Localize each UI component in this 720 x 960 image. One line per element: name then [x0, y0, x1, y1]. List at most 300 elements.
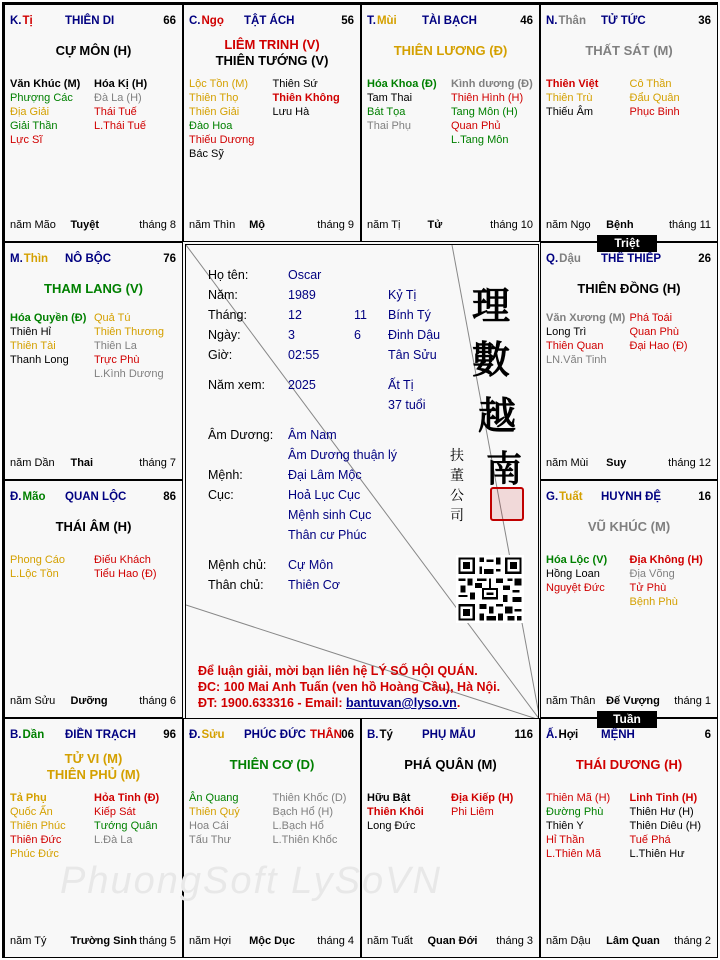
- minor-star: Quả Tú: [94, 312, 131, 324]
- palace-header: [189, 15, 356, 29]
- palace-age: 116: [514, 729, 533, 741]
- palace-name: MỆNH: [601, 729, 635, 741]
- minor-star: Thiên Sứ: [272, 78, 318, 90]
- palace-age: 16: [698, 491, 711, 503]
- palace-chi: Dậu: [559, 253, 581, 265]
- palace-footer: [189, 219, 356, 233]
- palace-year: năm Sửu: [10, 695, 56, 707]
- palace-can: C.: [189, 15, 201, 27]
- minor-star: Văn Xương (M): [546, 312, 626, 324]
- minor-star: Thiên Việt: [546, 78, 599, 90]
- minor-star: Hóa Kị (H): [94, 78, 148, 90]
- main-star: CỰ MÔN (H): [55, 43, 132, 58]
- label-am-duong: Âm Dương:: [208, 428, 274, 442]
- main-star: THÁI DƯƠNG (H): [575, 757, 683, 772]
- main-star: TỬ VI (M): [64, 751, 123, 766]
- minor-star: Bệnh Phù: [629, 596, 678, 608]
- value-cuc: Hoả Lục Cục: [288, 488, 361, 502]
- palace-0[interactable]: [4, 4, 183, 242]
- minor-star: Lưu Hà: [272, 106, 310, 118]
- seal-char-1: 理: [472, 283, 511, 328]
- minor-star: Đào Hoa: [189, 120, 233, 132]
- stars-left: [10, 791, 66, 861]
- stars-left: [10, 311, 86, 367]
- minor-star: Kình dương (Đ): [451, 78, 533, 90]
- label-menh: Mệnh:: [208, 468, 243, 482]
- stars-right: [94, 311, 164, 381]
- palace-name: HUYNH ĐỆ: [601, 491, 662, 503]
- minor-star: L.Tang Môn: [451, 134, 509, 146]
- seal-small-1: 扶: [450, 448, 464, 464]
- stars-left: [546, 553, 607, 595]
- palace-footer: [10, 935, 178, 949]
- value-than-chu: Thiên Cơ: [288, 578, 340, 592]
- calligraphy-seal: [442, 275, 532, 575]
- seal-char-2: 數: [472, 337, 511, 382]
- minor-star: Tang Môn (H): [451, 106, 518, 118]
- minor-star: L.Kình Dương: [94, 368, 164, 380]
- minor-star: L.Thái Tuế: [94, 120, 146, 132]
- minor-star: Bạch Hổ (H): [272, 806, 334, 818]
- palace-8[interactable]: [4, 718, 183, 958]
- palace-can: M.: [10, 253, 23, 265]
- main-star: THIÊN CƠ (D): [229, 757, 315, 772]
- main-star: THIÊN ĐỒNG (H): [577, 281, 681, 296]
- palace-can: K.: [10, 15, 22, 27]
- value-gio-am: Tân Sửu: [388, 348, 437, 362]
- palace-year: năm Hợi: [189, 935, 232, 947]
- palace-age: 26: [698, 253, 711, 265]
- minor-star: L.Lộc Tồn: [10, 568, 59, 580]
- minor-star: Thiên Hỉ: [10, 326, 51, 338]
- minor-star: Hóa Lộc (V): [546, 554, 608, 566]
- contact-email-link[interactable]: bantuvan@lyso.vn: [346, 696, 457, 710]
- palace-age: 56: [341, 15, 354, 27]
- value-ho-ten: Oscar: [288, 268, 322, 282]
- contact-block: [198, 663, 500, 711]
- palace-truong-sinh: Thai: [70, 457, 94, 469]
- label-ho-ten: Họ tên:: [208, 268, 249, 282]
- palace-7[interactable]: [540, 480, 718, 718]
- palace-footer: [546, 219, 713, 233]
- palace-name: TỬ TỨC: [601, 15, 646, 27]
- minor-star: Thiên Giải: [189, 106, 240, 118]
- stars-left: [367, 791, 424, 833]
- palace-can: Đ.: [10, 491, 22, 503]
- minor-star: Tuế Phá: [629, 834, 671, 846]
- minor-star: LN.Văn Tinh: [546, 354, 607, 366]
- main-star: THẤT SÁT (M): [585, 43, 673, 58]
- palace-9[interactable]: [183, 718, 361, 958]
- palace-main-stars: [5, 519, 182, 535]
- palace-year: năm Tuất: [367, 935, 413, 947]
- stars-right: [94, 791, 159, 847]
- palace-6[interactable]: [4, 480, 183, 718]
- minor-star: Quốc Ấn: [10, 806, 53, 818]
- palace-year: năm Mão: [10, 219, 56, 231]
- minor-star: L.Thiên Khốc: [272, 834, 338, 846]
- minor-star: Đà La (H): [94, 92, 142, 104]
- label-menh-chu: Mệnh chủ:: [208, 558, 267, 572]
- palace-footer: [367, 219, 535, 233]
- contact-phone: ĐT: 1900.633316 - Email:: [198, 696, 346, 710]
- palace-name: THIÊN DI: [65, 15, 115, 27]
- palace-5[interactable]: [540, 242, 718, 480]
- palace-age: 76: [163, 253, 176, 265]
- palace-age: 46: [520, 15, 533, 27]
- palace-main-stars: [5, 281, 182, 297]
- minor-star: Địa Võng: [629, 568, 675, 580]
- seal-small-2: 董: [450, 468, 464, 484]
- label-than-chu: Thân chủ:: [208, 578, 264, 592]
- minor-star: Thai Phụ: [367, 120, 412, 132]
- palace-truong-sinh: Lâm Quan: [606, 935, 660, 947]
- palace-footer: [546, 457, 713, 471]
- minor-star: Nguyệt Đức: [546, 582, 605, 594]
- palace-chi: Mùi: [376, 15, 397, 27]
- palace-header: [367, 15, 535, 29]
- main-star: PHÁ QUÂN (M): [404, 757, 497, 772]
- palace-main-stars: [362, 43, 539, 59]
- stars-right: [630, 791, 702, 861]
- value-thang-am: Bính Tý: [388, 308, 431, 322]
- minor-star: Giải Thần: [10, 120, 58, 132]
- minor-star: Thiên Mã (H): [546, 792, 611, 804]
- palace-age: 6: [704, 729, 711, 741]
- minor-star: Ân Quang: [189, 792, 239, 804]
- palace-month: tháng 1: [674, 695, 711, 707]
- palace-chi: Tý: [379, 729, 393, 741]
- palace-age: 06: [341, 729, 354, 741]
- palace-truong-sinh: Dưỡng: [70, 695, 108, 707]
- label-nam: Năm:: [208, 288, 238, 302]
- minor-star: Phá Toái: [629, 312, 673, 324]
- birth-info: [208, 265, 448, 625]
- minor-star: Điếu Khách: [94, 554, 151, 566]
- stars-left: [10, 77, 80, 147]
- minor-star: Hóa Quyền (Đ): [10, 312, 87, 324]
- triet-tag: Triệt: [597, 235, 657, 252]
- value-cuc-3: Thân cư Phúc: [288, 528, 367, 542]
- minor-star: Hữu Bật: [367, 792, 411, 804]
- minor-star: Địa Giải: [10, 106, 50, 118]
- palace-year: năm Thân: [546, 695, 596, 707]
- minor-star: Phong Cáo: [10, 554, 66, 566]
- palace-2[interactable]: [361, 4, 540, 242]
- stars-right: [630, 77, 680, 119]
- minor-star: L.Thiên Mã: [546, 848, 602, 860]
- palace-main-stars: [362, 757, 539, 773]
- minor-star: L.Bạch Hổ: [272, 820, 324, 832]
- stars-right: [630, 553, 703, 609]
- palace-chi: Hợi: [558, 729, 579, 741]
- minor-star: Văn Khúc (M): [10, 78, 81, 90]
- palace-main-stars: [184, 37, 360, 69]
- minor-star: Thiên Phúc: [10, 820, 66, 832]
- minor-star: Lộc Tồn (M): [189, 78, 249, 90]
- minor-star: Phục Binh: [629, 106, 680, 118]
- minor-star: Thanh Long: [10, 354, 69, 366]
- minor-star: Địa Kiếp (H): [451, 792, 514, 804]
- palace-header: [10, 491, 178, 505]
- value-thang-am-so: 11: [354, 308, 367, 322]
- value-menh-chu: Cự Môn: [288, 558, 334, 572]
- minor-star: Đại Hao (Đ): [629, 340, 688, 352]
- minor-star: Địa Không (H): [629, 554, 703, 566]
- palace-year: năm Thìn: [189, 219, 236, 231]
- palace-header: [189, 729, 356, 743]
- palace-truong-sinh: Đế Vượng: [606, 695, 660, 707]
- palace-header: [546, 729, 713, 743]
- minor-star: Thiên Khốc (D): [272, 792, 347, 804]
- value-nam-duong: 1989: [288, 288, 316, 302]
- main-star: THAM LANG (V): [44, 281, 143, 296]
- palace-age: 96: [163, 729, 176, 741]
- minor-star: Cô Thần: [629, 78, 672, 90]
- minor-star: Tả Phụ: [10, 792, 47, 804]
- minor-star: Trực Phù: [94, 354, 140, 366]
- minor-star: Lực Sĩ: [10, 134, 43, 146]
- palace-chi: Tuất: [559, 491, 583, 503]
- palace-footer: [546, 695, 713, 709]
- minor-star: Thiên Thọ: [189, 92, 239, 104]
- value-gio: 02:55: [288, 348, 320, 362]
- palace-header: [367, 729, 535, 743]
- value-tuoi: 37 tuổi: [388, 398, 426, 412]
- palace-can: B.: [367, 729, 379, 741]
- palace-truong-sinh: Suy: [606, 457, 627, 469]
- palace-chi: Dần: [22, 729, 45, 741]
- value-menh: Đại Lâm Mộc: [288, 468, 362, 482]
- palace-month: tháng 9: [317, 219, 354, 231]
- stars-left: [546, 791, 610, 861]
- palace-name: PHỤ MẪU: [422, 729, 476, 741]
- value-ngay-am: Đinh Dậu: [388, 328, 441, 342]
- palace-month: tháng 12: [668, 457, 711, 469]
- palace-chi: Thìn: [23, 253, 49, 265]
- main-star: THIÊN LƯƠNG (Đ): [393, 43, 508, 58]
- stars-right: [451, 77, 533, 147]
- minor-star: Thiếu Âm: [546, 106, 594, 118]
- stars-left: [189, 77, 254, 161]
- minor-star: Đường Phù: [546, 806, 604, 818]
- label-gio: Giờ:: [208, 348, 233, 362]
- palace-header: [546, 491, 713, 505]
- palace-year: năm Tị: [367, 219, 401, 231]
- palace-truong-sinh: Bệnh: [606, 219, 634, 231]
- stars-right: [273, 791, 347, 847]
- seal-char-3: 越: [478, 393, 517, 438]
- palace-can: Q.: [546, 253, 559, 265]
- minor-star: Tấu Thư: [189, 834, 232, 846]
- palace-age: 66: [163, 15, 176, 27]
- tu-vi-chart: [2, 2, 718, 958]
- value-cuc-2: Mệnh sinh Cục: [288, 508, 372, 522]
- minor-star: L.Thiên Hư: [629, 848, 685, 860]
- palace-year: năm Dần: [10, 457, 55, 469]
- stars-right: [94, 553, 157, 581]
- main-star: VŨ KHÚC (M): [587, 519, 671, 534]
- palace-month: tháng 10: [490, 219, 533, 231]
- minor-star: Thiên Quý: [189, 806, 240, 818]
- palace-main-stars: [5, 751, 182, 783]
- palace-name: QUAN LỘC: [65, 491, 127, 503]
- palace-can: T.: [367, 15, 376, 27]
- main-star: LIÊM TRINH (V): [224, 37, 320, 52]
- palace-chi: Ngọ: [201, 15, 224, 27]
- palace-footer: [10, 695, 178, 709]
- minor-star: L.Đà La: [94, 834, 133, 846]
- palace-month: tháng 3: [496, 935, 533, 947]
- palace-month: tháng 5: [139, 935, 176, 947]
- palace-footer: [10, 219, 178, 233]
- minor-star: Hóa Khoa (Đ): [367, 78, 437, 90]
- palace-main-stars: [541, 519, 717, 535]
- palace-month: tháng 2: [674, 935, 711, 947]
- value-nam-xem-am: Ất Tị: [388, 378, 414, 392]
- minor-star: Thiên Hình (H): [451, 92, 524, 104]
- palace-footer: [189, 935, 356, 949]
- minor-star: Thiên Trù: [546, 92, 593, 104]
- palace-main-stars: [541, 281, 717, 297]
- stars-left: [546, 77, 598, 119]
- value-nam-xem: 2025: [288, 378, 316, 392]
- palace-month: tháng 4: [317, 935, 354, 947]
- minor-star: Thiên Quan: [546, 340, 604, 352]
- palace-name: TÀI BẠCH: [422, 15, 477, 27]
- value-thang-duong: 12: [288, 308, 302, 322]
- main-star: THÁI ÂM (H): [55, 519, 132, 534]
- palace-name: NÔ BỘC: [65, 253, 111, 265]
- stars-left: [546, 311, 625, 367]
- minor-star: Long Đức: [367, 820, 416, 832]
- minor-star: Thiên Đức: [10, 834, 62, 846]
- minor-star: Bát Tọa: [367, 106, 406, 118]
- minor-star: Linh Tinh (H): [629, 792, 698, 804]
- palace-header: [10, 729, 178, 743]
- palace-name: THÊ THIẾP: [601, 253, 662, 265]
- palace-footer: [546, 935, 713, 949]
- minor-star: Bác Sỹ: [189, 148, 224, 160]
- palace-1[interactable]: [183, 4, 361, 242]
- contact-line-3: [198, 695, 500, 711]
- palace-year: năm Dậu: [546, 935, 591, 947]
- stars-right: [630, 311, 688, 353]
- palace-truong-sinh: Trường Sinh: [70, 935, 137, 947]
- minor-star: Hỉ Thần: [546, 834, 585, 846]
- palace-10[interactable]: [361, 718, 540, 958]
- minor-star: Thái Tuế: [94, 106, 137, 118]
- stars-right: [451, 791, 513, 819]
- palace-can: Đ.: [189, 729, 201, 741]
- qr-code-icon[interactable]: [456, 555, 524, 623]
- palace-month: tháng 8: [139, 219, 176, 231]
- label-thang: Tháng:: [208, 308, 247, 322]
- minor-star: Phượng Các: [10, 92, 73, 104]
- minor-star: Quan Phù: [629, 326, 680, 338]
- minor-star: Thiên Thương: [94, 326, 165, 338]
- minor-star: Tướng Quân: [94, 820, 158, 832]
- palace-main-stars: [541, 43, 717, 59]
- palace-truong-sinh: Tuyệt: [70, 219, 99, 231]
- palace-header: [546, 253, 713, 267]
- minor-star: Thiên La: [94, 340, 137, 352]
- minor-star: Thiếu Dương: [189, 134, 255, 146]
- palace-3[interactable]: [540, 4, 718, 242]
- label-ngay: Ngày:: [208, 328, 241, 342]
- palace-chi: Tị: [22, 15, 33, 27]
- palace-truong-sinh: Tử: [427, 219, 443, 231]
- contact-end: .: [456, 696, 461, 710]
- palace-truong-sinh: Mộc Dục: [249, 935, 295, 947]
- palace-4[interactable]: [4, 242, 183, 480]
- palace-month: tháng 6: [139, 695, 176, 707]
- palace-main-stars: [184, 757, 360, 773]
- seal-small-3: 公: [450, 488, 464, 504]
- palace-footer: [367, 935, 535, 949]
- palace-can: G.: [546, 491, 559, 503]
- value-am-duong-2: Âm Dương thuận lý: [288, 448, 397, 462]
- palace-age: 36: [698, 15, 711, 27]
- minor-star: Thiên Y: [546, 820, 584, 832]
- palace-header: [10, 15, 178, 29]
- palace-name: TẬT ÁCH: [244, 15, 295, 27]
- palace-than-marker: THÂN: [310, 729, 342, 741]
- minor-star: Quan Phủ: [451, 120, 501, 132]
- stars-left: [189, 791, 240, 847]
- minor-star: Hỏa Tinh (Đ): [94, 792, 160, 804]
- palace-chi: Thân: [558, 15, 586, 27]
- minor-star: Hoa Cái: [189, 820, 229, 832]
- minor-star: Thiên Diêu (H): [629, 820, 702, 832]
- palace-age: 86: [163, 491, 176, 503]
- palace-11[interactable]: [540, 718, 718, 958]
- seal-small-4: 司: [450, 508, 464, 524]
- palace-main-stars: [541, 757, 717, 773]
- tuan-tag: Tuần: [597, 711, 657, 728]
- palace-main-stars: [5, 43, 182, 59]
- palace-month: tháng 11: [668, 219, 711, 231]
- palace-can: N.: [546, 15, 558, 27]
- minor-star: Tử Phù: [629, 582, 667, 594]
- palace-name: PHÚC ĐỨC: [244, 729, 306, 741]
- palace-year: năm Tý: [10, 935, 47, 947]
- seal-char-4: 南: [486, 448, 523, 490]
- value-ngay-duong: 3: [288, 328, 295, 342]
- palace-truong-sinh: Mộ: [249, 219, 265, 231]
- value-am-duong: Âm Nam: [288, 428, 337, 442]
- stars-left: [367, 77, 437, 133]
- minor-star: Tiểu Hao (Đ): [94, 568, 157, 580]
- minor-star: Thiên Tài: [10, 340, 56, 352]
- minor-star: Đẩu Quân: [629, 92, 680, 104]
- main-star: THIÊN PHỦ (M): [46, 767, 141, 782]
- value-ngay-am-so: 6: [354, 328, 361, 342]
- stars-right: [273, 77, 340, 119]
- minor-star: Phúc Đức: [10, 848, 59, 860]
- minor-star: Thiên Khôi: [367, 806, 424, 818]
- contact-line-1: Để luận giải, mời bạn liên hệ LÝ SỐ HỘI QUÁN.: [198, 664, 478, 678]
- minor-star: Thiên Hư (H): [629, 806, 694, 818]
- palace-footer: [10, 457, 178, 471]
- main-star: THIÊN TƯỚNG (V): [215, 53, 329, 68]
- minor-star: Long Trì: [546, 326, 587, 338]
- minor-star: Tam Thai: [367, 92, 413, 104]
- watermark: PhuongSoft LySoVN: [60, 860, 442, 902]
- palace-name: ĐIỀN TRẠCH: [65, 729, 136, 741]
- palace-month: tháng 7: [139, 457, 176, 469]
- palace-header: [10, 253, 178, 267]
